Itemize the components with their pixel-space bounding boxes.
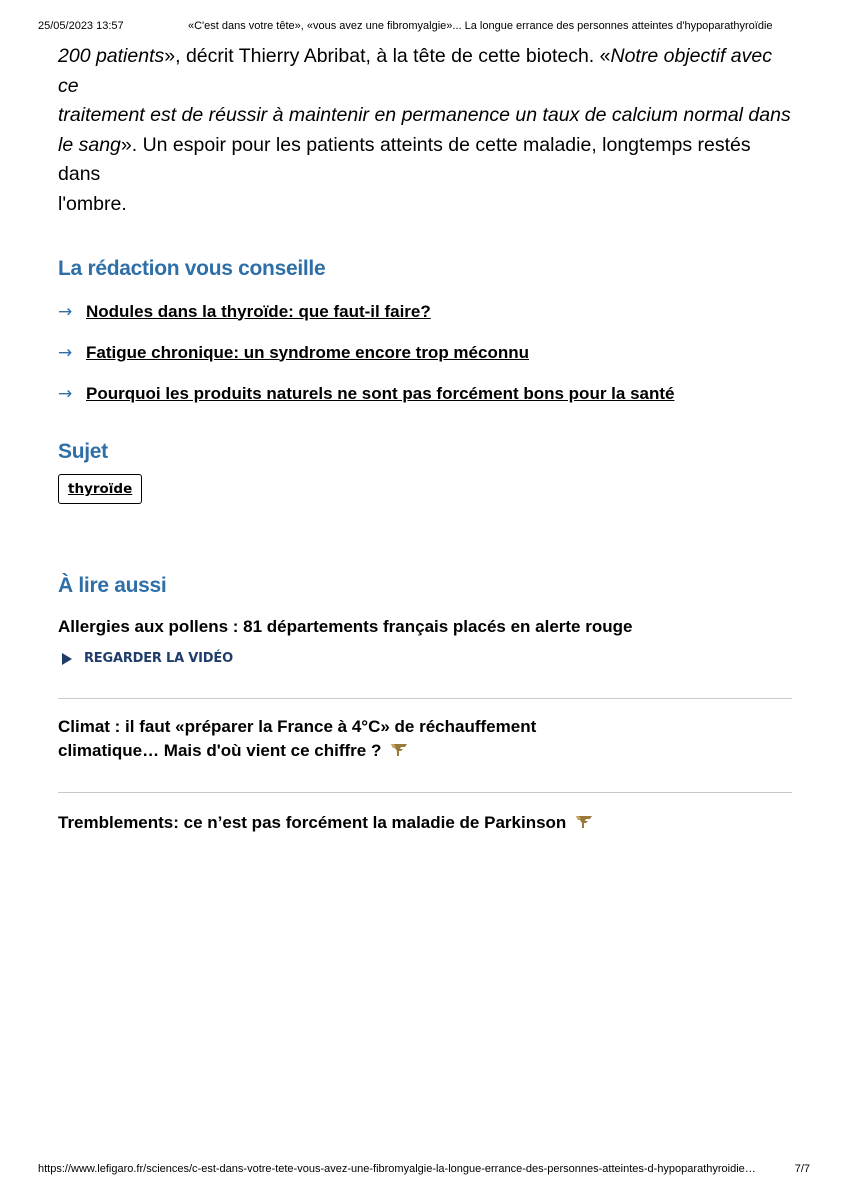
recommendations-title: La rédaction vous conseille	[58, 257, 326, 280]
article-title-text: Tremblements: ce n’est pas forcément la maladie de Parkinson	[58, 813, 567, 832]
read-also-article[interactable]	[58, 811, 792, 835]
recommendation-item[interactable]	[58, 291, 792, 332]
play-icon	[62, 653, 72, 665]
article-content	[58, 42, 792, 835]
print-title: «C'est dans votre tête», «vous avez une fibromyalgie»... La longue errance des personnes atteintes d'hypoparathyroïdie	[188, 20, 773, 32]
read-also-article[interactable]	[58, 715, 792, 763]
read-also-title: À lire aussi	[58, 574, 167, 597]
recommendation-link[interactable]: Nodules dans la thyroïde: que faut-il faire?	[86, 301, 431, 321]
subject-tag[interactable]: thyroïde	[58, 474, 142, 504]
article-title-link[interactable]: Allergies aux pollens : 81 départements français placés en alerte rouge	[58, 617, 633, 636]
subject-tags	[58, 474, 792, 504]
recommendation-link[interactable]: Pourquoi les produits naturels ne sont pas forcément bons pour la santé	[86, 383, 675, 403]
paragraph-text: ». Un espoir pour les patients atteints de cette maladie, longtemps restés dans	[58, 133, 751, 185]
article-title-link[interactable]	[58, 715, 792, 763]
premium-eagle-icon	[575, 814, 593, 830]
print-url: https://www.lefigaro.fr/sciences/c-est-dans-votre-tete-vous-avez-une-fibromyalgie-la-longue-errance-des-personnes-atteintes-d-hypoparathyroidie…	[38, 1163, 756, 1175]
recommendation-item[interactable]	[58, 332, 792, 373]
watch-video-button[interactable]	[58, 651, 792, 666]
quote-fragment: 200 patients	[58, 45, 165, 67]
page-number: 7/7	[794, 1163, 810, 1175]
premium-eagle-icon	[390, 742, 408, 758]
quote-fragment: traitement est de réussir à maintenir en permanence un taux de calcium normal dans	[58, 104, 791, 126]
arrow-right-icon: →	[58, 301, 73, 322]
recommendation-link[interactable]: Fatigue chronique: un syndrome encore trop méconnu	[86, 342, 529, 362]
watch-video-label: REGARDER LA VIDÉO	[84, 651, 233, 666]
arrow-right-icon: →	[58, 383, 73, 404]
divider	[58, 792, 792, 793]
print-date: 25/05/2023 13:57	[38, 20, 124, 32]
recommendations-list	[58, 291, 792, 414]
recommendation-item[interactable]	[58, 373, 792, 414]
arrow-right-icon: →	[58, 342, 73, 363]
paragraph-text: », décrit Thierry Abribat, à la tête de cette biotech. «	[164, 45, 611, 67]
quote-fragment: Notre objectif avec ce	[58, 45, 772, 97]
read-also-article[interactable]	[58, 615, 792, 666]
article-title-link[interactable]	[58, 811, 792, 835]
divider	[58, 698, 792, 699]
subject-title: Sujet	[58, 440, 108, 463]
article-title-text: climatique… Mais d'où vient ce chiffre ?	[58, 741, 382, 760]
article-title-text: Climat : il faut «préparer la France à 4°C» de réchauffement	[58, 717, 537, 736]
paragraph-text: l'ombre.	[58, 192, 127, 215]
quote-fragment: le sang	[58, 133, 121, 156]
article-paragraph	[58, 42, 792, 219]
